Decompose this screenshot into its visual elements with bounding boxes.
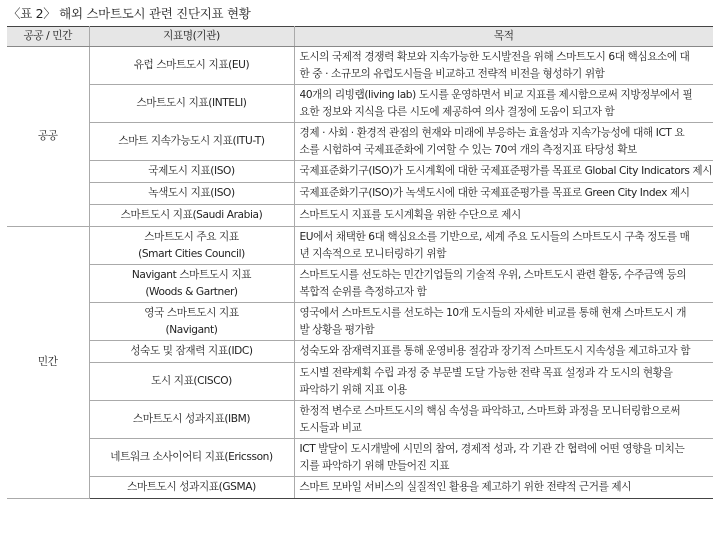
group-cell-public: 공공 [7,47,89,227]
purpose-line: 한정적 변수로 스마트도시의 핵심 속성을 파악하고, 스마트화 과정을 모니터링함으로써 [299,405,681,417]
table-header-row [7,27,713,47]
indicator-name-line: Navigant 스마트도시 지표 [131,269,252,281]
purpose-cell [294,265,713,303]
indicator-name-line: 스마트도시 주요 지표 [144,231,239,243]
table-row [7,341,713,363]
header-purpose: 목적 [294,27,713,47]
indicator-name-line: 네트워크 소사이어티 지표(Ericsson) [110,451,273,464]
purpose-line: 요한 정보와 지식을 다른 시도에 제공하여 의사 결정에 도움이 되고자 함 [299,105,615,118]
indicator-name-cell [89,265,294,303]
table-row [7,401,713,439]
purpose-cell [294,439,713,477]
indicator-name-cell [89,85,294,123]
indicator-name-line: 유럽 스마트도시 지표(EU) [133,59,250,72]
table-row [7,363,713,401]
table-row [7,303,713,341]
table-row [7,477,713,499]
purpose-line: ICT 발달이 도시개발에 시민의 참여, 경제적 성과, 각 기관 간 협력에 어떤 영향을 미치는 [299,443,685,455]
purpose-line: 파악하기 위해 지표 이용 [299,383,407,396]
purpose-line: 한 중 · 소규모의 유럽도시들을 비교하고 전략적 비전을 형성하기 위함 [299,67,605,80]
purpose-line: 발 상황을 평가함 [299,323,375,336]
indicator-name-line: 도시 지표(CISCO) [151,375,232,388]
indicator-name-line: 성숙도 및 잠재력 지표(IDC) [130,345,253,358]
indicator-name-line: 스마트도시 성과지표(GSMA) [127,481,256,494]
purpose-line: 소를 시험하여 국제표준화에 기여할 수 있는 70여 개의 측정지표 타당성 확보 [299,143,637,156]
indicator-name-cell [89,401,294,439]
indicator-name-line: 녹색도시 지표(ISO) [148,187,235,200]
purpose-cell [294,205,713,227]
purpose-line: 년 지속적으로 모니터링하기 위함 [299,247,447,260]
indicator-name-cell [89,205,294,227]
indicator-name-cell [89,123,294,161]
indicator-name-line: 스마트 지속가능도시 지표(ITU-T) [118,135,265,148]
table-row [7,123,713,161]
purpose-line: 복합적 순위를 측정하고자 함 [299,285,427,298]
header-name: 지표명(기관) [89,27,294,47]
purpose-line: 40개의 리빙랩(living lab) 도시를 운영하면서 비교 지표를 제시함으로써 지방정부에서 필 [299,89,693,101]
purpose-line: 스마트도시 지표를 도시계획을 위한 수단으로 제시 [299,209,521,222]
purpose-cell [294,161,713,183]
purpose-line: 지를 파악하기 위해 만들어진 지표 [299,459,450,472]
indicator-name-line: 스마트도시 성과지표(IBM) [132,413,251,426]
table-row [7,205,713,227]
indicator-name-cell [89,303,294,341]
table-row [7,265,713,303]
purpose-line: 스마트 모바일 서비스의 실질적인 활용을 제고하기 위한 전략적 근거를 제시 [299,481,632,494]
indicator-name-cell [89,161,294,183]
purpose-line: 도시별 전략계획 수립 과정 중 부문별 도달 가능한 전략 목표 설정과 각 도시의 현황을 [299,367,673,379]
purpose-line: 성숙도와 잠재력지표를 통해 운영비용 절감과 장기적 스마트도시 지속성을 제고하고자 함 [299,345,691,358]
table-row [7,161,713,183]
indicator-name-cell [89,227,294,265]
indicator-name-line: (Smart Cities Council) [138,247,245,260]
purpose-cell [294,123,713,161]
table-row [7,183,713,205]
indicator-name-cell [89,47,294,85]
indicator-name-cell [89,477,294,499]
table-row [7,47,713,85]
purpose-line: 국제표준화기구(ISO)가 도시계획에 대한 국제표준평가를 목표로 Global City Indicators 제시 [299,165,713,178]
indicator-name-cell [89,363,294,401]
purpose-cell [294,183,713,205]
table-row [7,227,713,265]
indicator-name-line: 영국 스마트도시 지표 [144,307,239,319]
table-caption: 〈표 2〉 해외 스마트도시 관련 진단지표 현황 [8,6,251,21]
purpose-line: 영국에서 스마트도시를 선도하는 10개 도시들의 자세한 비교를 통해 현재 스마트도시 개 [299,307,687,319]
indicator-name-line: 스마트도시 지표(INTELI) [136,97,247,110]
indicator-name-line: (Woods & Gartner) [145,285,238,298]
group-cell-private: 민간 [7,227,89,499]
purpose-line: EU에서 채택한 6대 핵심요소를 기반으로, 세계 주요 도시들의 스마트도시 구축 정도를 매 [299,231,690,243]
purpose-line: 경제 · 사회 · 환경적 관점의 현재와 미래에 부응하는 효율성과 지속가능성에 대해 ICT 요 [299,127,685,139]
indicator-name-line: (Navigant) [165,323,218,336]
purpose-cell [294,477,713,499]
purpose-line: 도시들과 비교 [299,421,362,434]
indicator-name-line: 국제도시 지표(ISO) [148,165,235,178]
purpose-line: 스마트도시를 선도하는 민간기업들의 기술적 우위, 스마트도시 관련 활동, 수주금액 등의 [299,269,687,281]
purpose-cell [294,227,713,265]
purpose-cell [294,47,713,85]
table-row [7,85,713,123]
smart-city-indicator-table [7,26,713,499]
indicator-name-cell [89,341,294,363]
table-row [7,439,713,477]
purpose-cell [294,401,713,439]
purpose-cell [294,85,713,123]
purpose-line: 국제표준화기구(ISO)가 녹색도시에 대한 국제표준평가를 목표로 Green City Index 제시 [299,187,690,200]
indicator-name-cell [89,439,294,477]
purpose-line: 도시의 국제적 경쟁력 확보와 지속가능한 도시발전을 위해 스마트도시 6대 핵심요소에 대 [299,51,690,63]
indicator-name-line: 스마트도시 지표(Saudi Arabia) [120,209,263,222]
purpose-cell [294,363,713,401]
indicator-name-cell [89,183,294,205]
purpose-cell [294,341,713,363]
header-group: 공공 / 민간 [7,27,89,47]
purpose-cell [294,303,713,341]
